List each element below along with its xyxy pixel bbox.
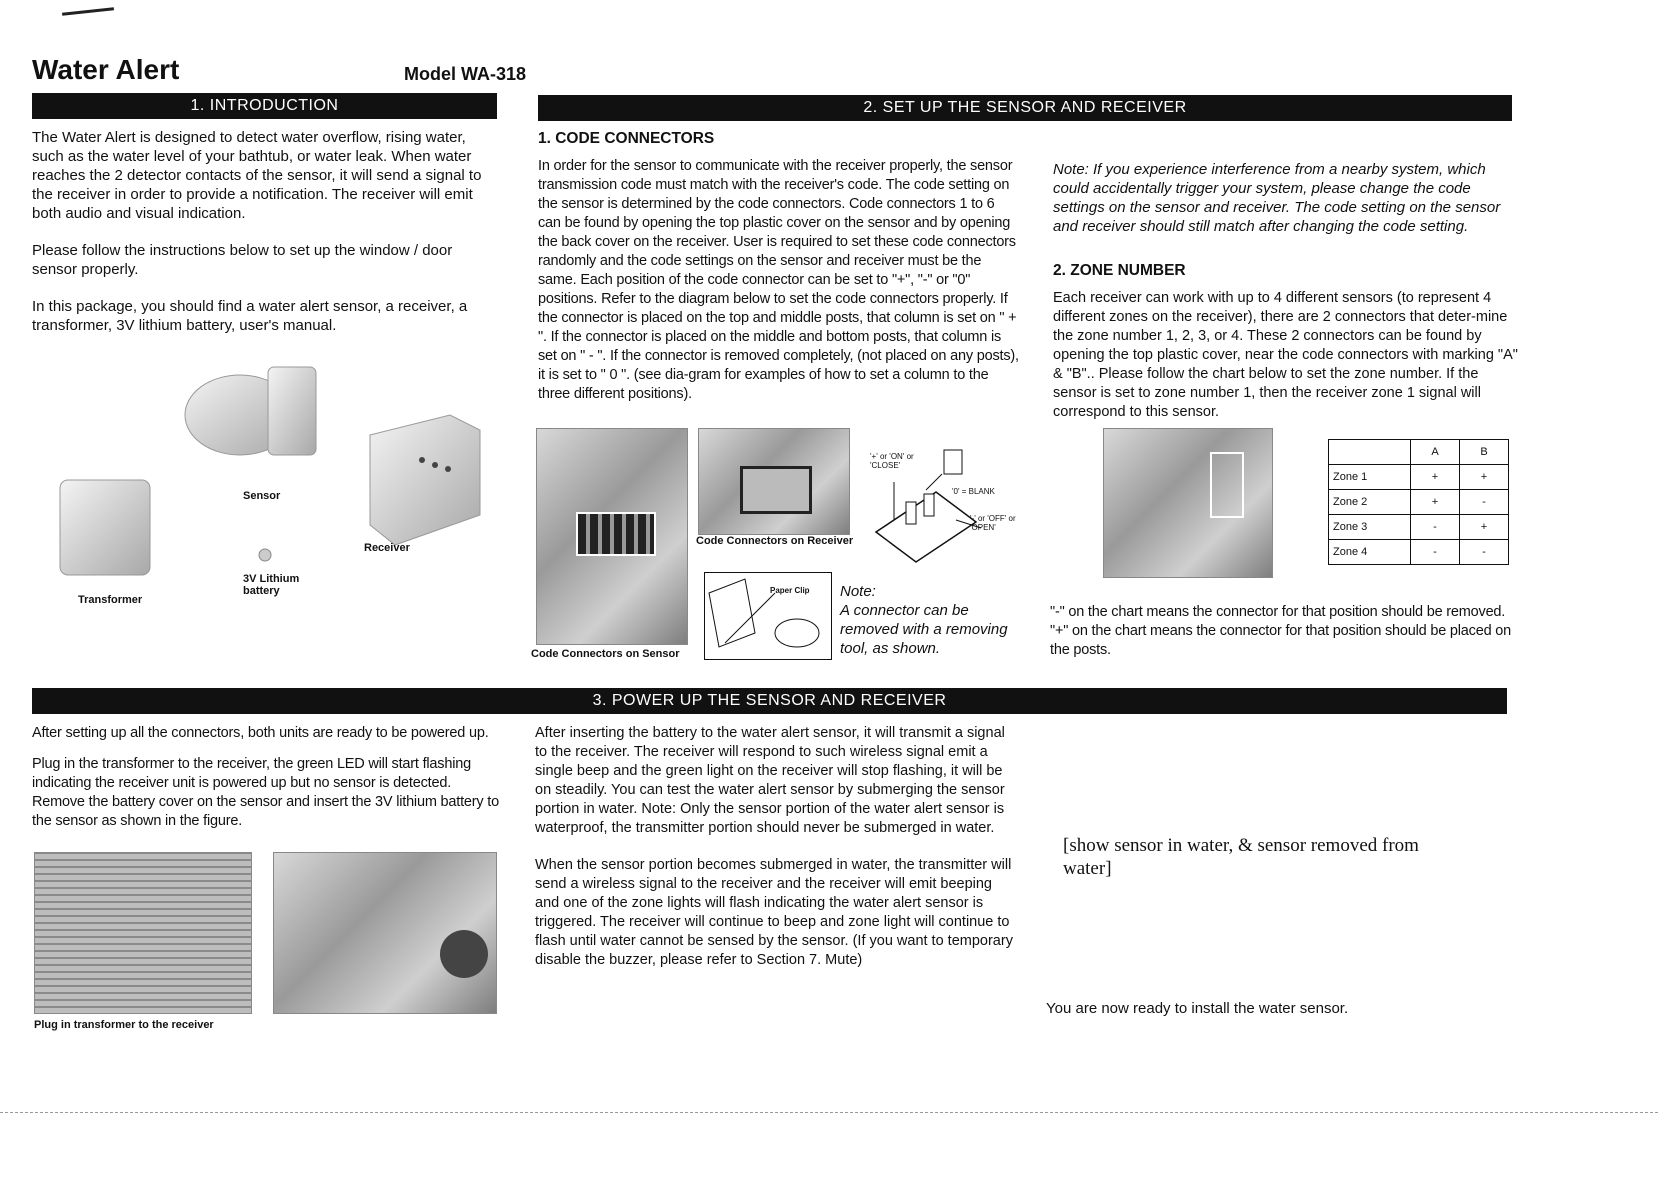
power-left-text xyxy=(32,724,507,831)
plug-caption: Plug in transformer to the receiver xyxy=(34,1019,214,1031)
battery-circle xyxy=(440,930,488,978)
receiver-connectors-caption: Code Connectors on Receiver xyxy=(696,535,854,547)
table-cell: A xyxy=(1411,440,1460,465)
power-left-paragraph-1: After setting up all the connectors, both units are ready to be powered up. xyxy=(32,725,489,741)
zone-table xyxy=(1328,439,1509,565)
diagram-on-label: '+' or 'ON' or 'CLOSE' xyxy=(870,452,914,470)
removal-note: Note: A connector can be removed with a removing tool, as shown. xyxy=(840,583,1008,657)
table-cell: Zone 2 xyxy=(1329,490,1411,515)
table-cell: B xyxy=(1460,440,1509,465)
power-middle-text xyxy=(535,724,1017,988)
intro-text xyxy=(32,128,497,353)
table-row xyxy=(1329,490,1509,515)
ready-message: You are now ready to install the water sensor. xyxy=(1046,1000,1349,1017)
interference-note: Note: If you experience interference from a nearby system, which could accidentally trigger your system, please change the code settings on the sensor and receiver. The code setting on the sensor and receiver should still match after changing the code setting. xyxy=(1053,161,1501,235)
battery-image xyxy=(259,549,271,561)
sensor-connectors-caption: Code Connectors on Sensor xyxy=(531,648,680,660)
removal-tool-illustration xyxy=(704,572,832,660)
power-left-paragraph-2: Plug in the transformer to the receiver, the green LED will start flashing indicating the receiver unit is powered up but no sensor is detected. Remove the battery cover on the sensor and insert the 3V lithium battery to the sensor as shown in the figure. xyxy=(32,756,499,829)
table-cell: Zone 4 xyxy=(1329,540,1411,565)
intro-paragraph-2: Please follow the instructions below to set up the window / door sensor properly. xyxy=(32,242,453,278)
document-title: Water Alert xyxy=(32,54,180,85)
zone-connectors-photo xyxy=(1103,428,1273,578)
code-connectors-text: In order for the sensor to communicate with the receiver properly, the sensor transmission code must match with the receiver's code. The code setting on the sensor is determined by the code connectors. Code connectors 1 to 6 can be found by opening the top plastic cover on the sensor and by opening the back cover on the receiver. User is required to set these code connectors randomly and the code settings on the sensor and receiver must be the same. Each position of the code connector can be set to "+", "-" or "0" positions. Refer to the diagram below to set the code connectors properly. If the connector is placed on the top and middle posts, that column is set on " + ". If the connector is placed on the middle and bottom posts, that column is set on " - ". If the connector is removed completely, (not placed on any posts), it is set to " 0 ". (see dia-gram for examples of how to set a column to the three different positions). xyxy=(538,158,1019,402)
zone-legend-minus: "-" on the chart means the connector for that position should be removed. xyxy=(1050,604,1506,620)
zone-legend xyxy=(1050,603,1520,660)
table-cell: Zone 3 xyxy=(1329,515,1411,540)
sensor-connector-block xyxy=(576,512,656,556)
table-cell: Zone 1 xyxy=(1329,465,1411,490)
table-cell: - xyxy=(1460,490,1509,515)
table-cell: - xyxy=(1411,515,1460,540)
diagram-off-label: '-' or 'OFF' or 'OPEN' xyxy=(970,514,1016,532)
zone-legend-plus: "+" on the chart means the connector for that position should be placed on the posts. xyxy=(1050,623,1512,658)
table-cell: + xyxy=(1460,465,1509,490)
zone-connector-highlight xyxy=(1210,452,1244,518)
sensor-transmitter-image xyxy=(268,367,316,455)
table-row xyxy=(1329,515,1509,540)
power-middle-paragraph-2: When the sensor portion becomes submerged in water, the transmitter will send a wireless signal to the receiver and the receiver will emit beeping and one of the zone lights will flash indicating the water alert sensor is triggered. The receiver will continue to beep and zone light will continue to flash until water cannot be sensed by the sensor. (If you want to temporary disable the buzzer, please refer to Section 7. Mute) xyxy=(535,857,1013,968)
receiver-connector-block xyxy=(740,466,812,514)
paper-clip-label: Paper Clip xyxy=(770,586,810,595)
table-cell: + xyxy=(1411,465,1460,490)
intro-paragraph-3: In this package, you should find a water alert sensor, a receiver, a transformer, 3V lithium battery, user's manual. xyxy=(32,298,468,334)
section-intro-header: 1. INTRODUCTION xyxy=(32,93,497,119)
image-placeholder-note: [show sensor in water, & sensor removed from water] xyxy=(1063,835,1419,879)
table-row xyxy=(1329,465,1509,490)
table-cell: + xyxy=(1411,490,1460,515)
battery-label: 3V Lithium battery xyxy=(243,573,300,597)
bottom-border-line xyxy=(0,1112,1658,1113)
removal-tool-svg xyxy=(705,573,831,659)
table-cell xyxy=(1329,440,1411,465)
receiver-plug-photo xyxy=(34,852,252,1014)
code-connectors-heading: 1. CODE CONNECTORS xyxy=(538,130,715,147)
receiver-image xyxy=(370,415,480,545)
diagram-blank-label: '0' = BLANK xyxy=(952,487,995,496)
intro-paragraph-1: The Water Alert is designed to detect water overflow, rising water, such as the water level of your bathtub, or water leak. When water reaches the 2 detector contacts of the sensor, it will send a signal to the receiver in order to provide a notification. The receiver will emit both audio and visual indication. xyxy=(32,129,482,222)
receiver-label: Receiver xyxy=(364,542,410,554)
section-setup-header: 2. SET UP THE SENSOR AND RECEIVER xyxy=(538,95,1512,121)
power-middle-paragraph-1: After inserting the battery to the water alert sensor, it will transmit a signal to the receiver. The receiver will respond to such wireless signal emit a single beep and the green light on the receiver will stop flashing, it will be on steadily. You can test the water alert sensor by submerging the sensor portion in water. Note: Only the sensor portion of the water alert sensor is waterproof, the transmitter portion should never be submerged in water. xyxy=(535,725,1005,836)
section-power-header: 3. POWER UP THE SENSOR AND RECEIVER xyxy=(32,688,1507,714)
model-number: Model WA-318 xyxy=(404,64,527,84)
transformer-image xyxy=(60,480,150,575)
zone-table-header xyxy=(1329,440,1509,465)
sensor-label: Sensor xyxy=(243,490,281,502)
zone-number-heading: 2. ZONE NUMBER xyxy=(1053,262,1186,279)
table-cell: - xyxy=(1411,540,1460,565)
table-cell: - xyxy=(1460,540,1509,565)
table-cell: + xyxy=(1460,515,1509,540)
pen-mark xyxy=(62,7,114,15)
zone-number-text: Each receiver can work with up to 4 different sensors (to represent 4 different zones on the receiver), there are 2 connectors that deter-mine the zone number 1, 2, 3, or 4. These 2 connectors can be found by opening the top plastic cover, near the code connectors with marking "A" & "B".. Please follow the chart below to set the zone number. If the sensor is set to zone number 1, then the receiver zone 1 signal will correspond to this sensor. xyxy=(1053,290,1518,420)
table-row xyxy=(1329,540,1509,565)
transformer-label: Transformer xyxy=(78,594,143,606)
